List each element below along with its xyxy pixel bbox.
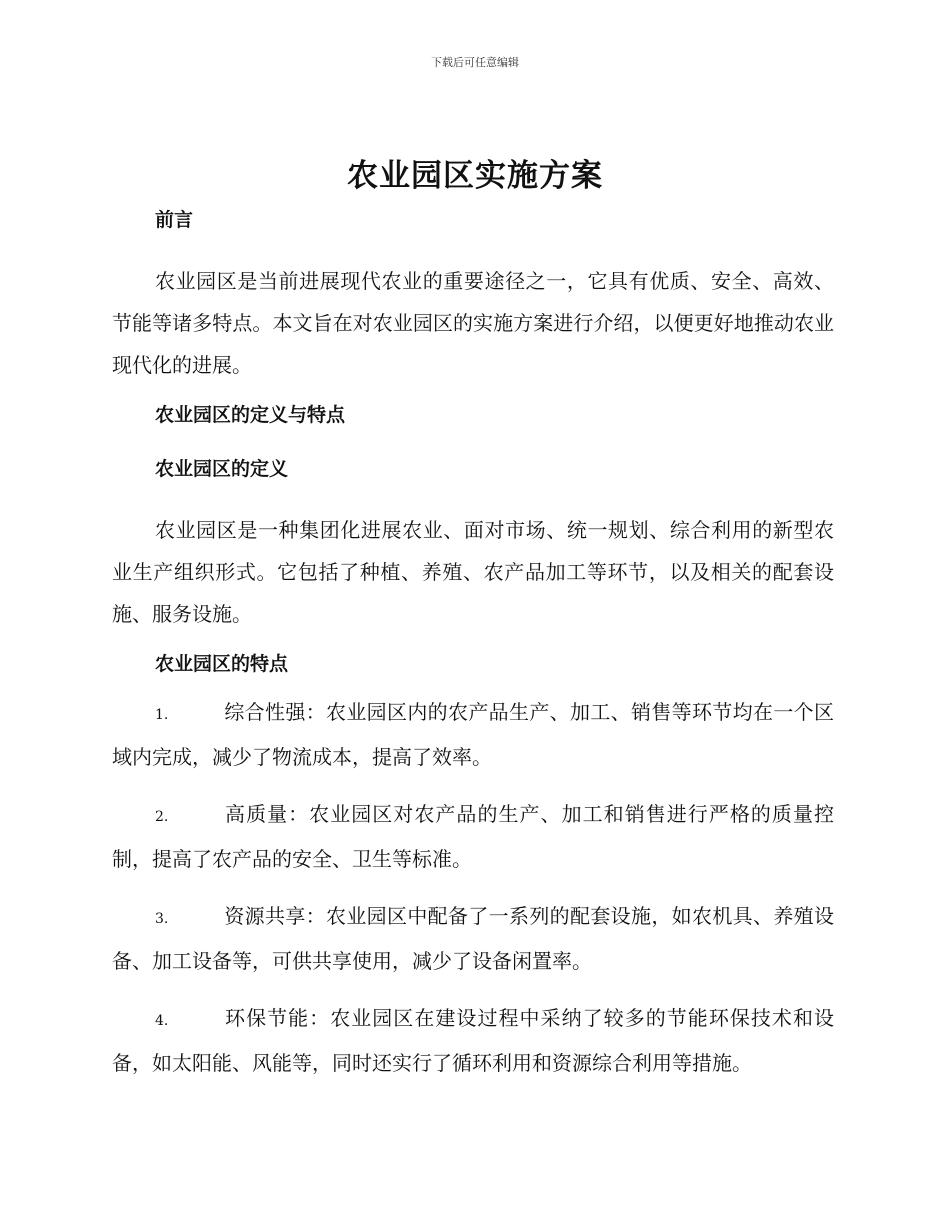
list-item-number: 4. <box>155 1013 169 1029</box>
section-heading-features: 农业园区的特点 <box>155 653 289 675</box>
section-heading-definition: 农业园区的定义 <box>155 458 289 480</box>
list-item <box>112 895 834 982</box>
list-item-text: 环保节能：农业园区在建设过程中采纳了较多的节能环保技术和设备，如太阳能、风能等，同时还实行了循环利用和资源综合利用等措施。 <box>112 1006 834 1075</box>
list-item-text: 高质量：农业园区对农产品的生产、加工和销售进行严格的质量控制，提高了农产品的安全、卫生等标准。 <box>112 802 834 871</box>
paragraph-definition: 农业园区是一种集团化进展农业、面对市场、统一规划、综合利用的新型农业生产组织形式。它包括了种植、养殖、农产品加工等环节，以及相关的配套设施、服务设施。 <box>112 518 834 626</box>
header-note: 下载后可任意编辑 <box>431 56 519 69</box>
list-item-number: 3. <box>155 911 169 927</box>
list-item-text: 综合性强：农业园区内的农产品生产、加工、销售等环节均在一个区域内完成，减少了物流成本，提高了效率。 <box>112 700 834 769</box>
list-item <box>112 793 834 880</box>
document-title: 农业园区实施方案 <box>347 158 603 194</box>
list-item-number: 1. <box>155 707 169 723</box>
section-heading-definition-features: 农业园区的定义与特点 <box>155 404 346 426</box>
section-heading-preface: 前言 <box>155 209 194 231</box>
paragraph-preface: 农业园区是当前进展现代农业的重要途径之一，它具有优质、安全、高效、节能等诸多特点。本文旨在对农业园区的实施方案进行介绍，以便更好地推动农业现代化的进展。 <box>112 269 834 377</box>
list-item-text: 资源共享：农业园区中配备了一系列的配套设施，如农机具、养殖设备、加工设备等，可供共享使用，减少了设备闲置率。 <box>112 904 834 973</box>
list-item <box>112 691 834 778</box>
list-item-number: 2. <box>155 809 169 825</box>
list-item <box>112 997 834 1084</box>
document-body <box>112 206 834 1084</box>
